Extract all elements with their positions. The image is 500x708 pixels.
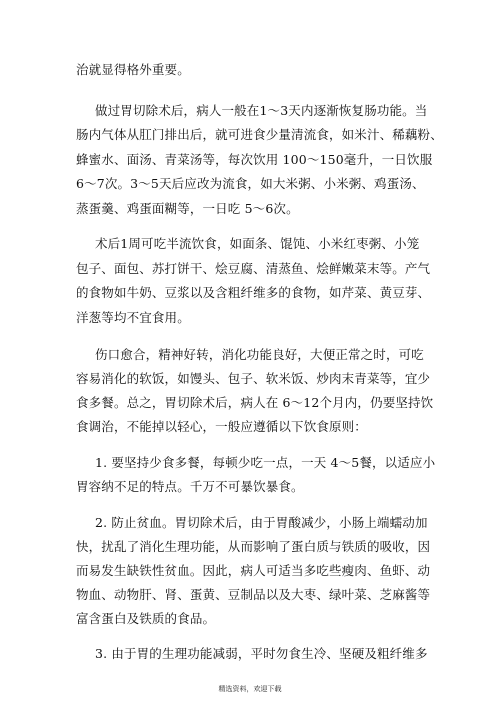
page-footer: 精选资料，欢迎下载: [218, 685, 282, 693]
text-line: 洋葱等均不宜食用。: [76, 310, 190, 325]
text-line: 食调治，不能掉以轻心，一般应遵循以下饮食原则：: [76, 419, 367, 434]
text-line: 术后1周可吃半流饮食，如面条、馄饨、小米红枣粥、小笼: [95, 236, 420, 251]
text-line: 包子、面包、苏打饼干、烩豆腐、清蒸鱼、烩鲜嫩菜末等。产气: [76, 261, 431, 276]
text-line: 6～7次。3～5天后应改为流食，如大米粥、小米粥、鸡蛋汤、: [76, 176, 425, 191]
text-line: 快，扰乱了消化生理功能，从而影响了蛋白质与铁质的吸收，因: [76, 539, 431, 554]
text-line: 富含蛋白及铁质的食品。: [76, 611, 216, 626]
text-line: 蜂蜜水、面汤、青菜汤等，每次饮用 100～150毫升，一日饮服: [76, 152, 433, 167]
text-line: 肠内气体从肛门排出后，就可进食少量清流食，如米汁、稀藕粉、: [76, 127, 443, 142]
text-line: 的食物如牛奶、豆浆以及含粗纤维多的食物，如芹菜、黄豆芽、: [76, 285, 431, 300]
text-line: 而易发生缺铁性贫血。因此，病人可适当多吃些瘦肉、鱼虾、动: [76, 563, 431, 578]
text-line: 物血、动物肝、肾、蛋黄、豆制品以及大枣、绿叶菜、芝麻酱等: [76, 587, 431, 602]
text-line: 容易消化的软饭，如馒头、包子、软米饭、炒肉末青菜等，宜少: [76, 371, 431, 386]
text-line: 2. 防止贫血。胃切除术后，由于胃酸减少，小肠上端蠕动加: [95, 515, 428, 530]
text-line: 3. 由于胃的生理功能减弱，平时勿食生冷、坚硬及粗纤维多: [95, 646, 428, 661]
text-line: 治就显得格外重要。: [76, 62, 190, 77]
text-line: 做过胃切除术后，病人一般在1～3天内逐渐恢复肠功能。当: [95, 103, 428, 118]
text-line: 蒸蛋羹、鸡蛋面糊等，一日吃 5～6次。: [76, 201, 299, 216]
text-line: 伤口愈合，精神好转，消化功能良好，大便正常之时，可吃: [95, 347, 424, 362]
text-line: 食多餐。总之，胃切除术后，病人在 6～12个月内，仍要坚持饮: [76, 395, 434, 410]
text-line: 1. 要坚持少食多餐，每顿少吃一点，一天 4～5餐，以适应小: [95, 455, 436, 470]
text-line: 胃容纳不足的特点。千万不可暴饮暴食。: [76, 479, 304, 494]
